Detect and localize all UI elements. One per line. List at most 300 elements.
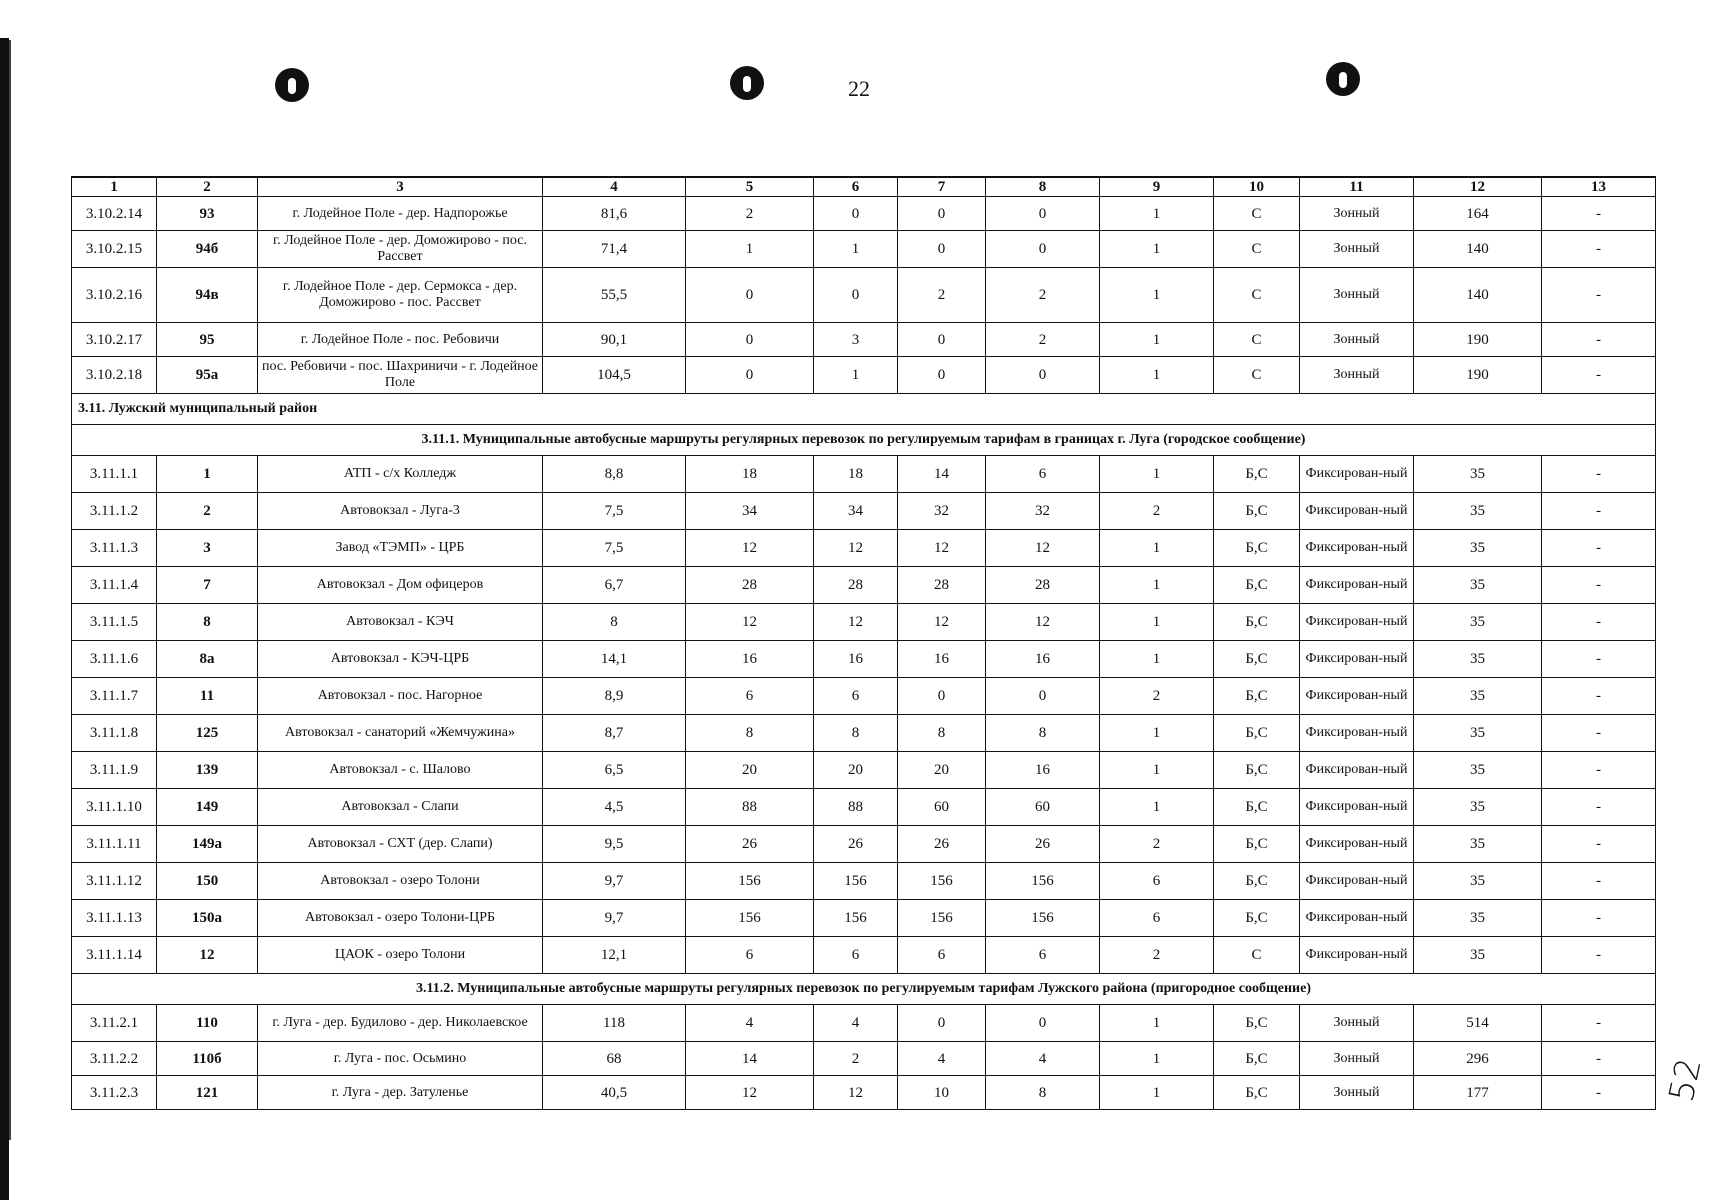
length-km-cell: 55,5: [543, 268, 686, 323]
col8-cell: 12: [986, 604, 1100, 641]
col6-cell: 0: [814, 268, 898, 323]
col13-cell: -: [1542, 1005, 1656, 1042]
table-row: [72, 197, 1656, 231]
routes-table: [71, 176, 1656, 1110]
route-number-cell: 95: [157, 323, 258, 357]
punch-hole-right: [1326, 62, 1360, 96]
scan-edge: [0, 38, 9, 1200]
length-km-cell: 40,5: [543, 1076, 686, 1110]
col5-cell: 0: [686, 268, 814, 323]
table-row: [72, 357, 1656, 394]
route-id-cell: 3.11.1.5: [72, 604, 157, 641]
route-name-cell: г. Лодейное Поле - пос. Ребовичи: [258, 323, 543, 357]
col13-cell: -: [1542, 197, 1656, 231]
vehicle-class-cell: С: [1214, 937, 1300, 974]
fare-cell: 140: [1414, 268, 1542, 323]
col5-cell: 14: [686, 1042, 814, 1076]
length-km-cell: 6,7: [543, 567, 686, 604]
vehicle-class-cell: Б,С: [1214, 678, 1300, 715]
vehicle-class-cell: Б,С: [1214, 641, 1300, 678]
col13-cell: -: [1542, 789, 1656, 826]
col5-cell: 12: [686, 604, 814, 641]
route-name-cell: Автовокзал - КЭЧ: [258, 604, 543, 641]
route-name-cell: Автовокзал - Луга-3: [258, 493, 543, 530]
col13-cell: -: [1542, 678, 1656, 715]
tariff-type-cell: Зонный: [1300, 197, 1414, 231]
col9-cell: 1: [1100, 357, 1214, 394]
length-km-cell: 104,5: [543, 357, 686, 394]
col5-cell: 0: [686, 357, 814, 394]
fare-cell: 190: [1414, 323, 1542, 357]
fare-cell: 35: [1414, 826, 1542, 863]
col6-cell: 26: [814, 826, 898, 863]
col7-cell: 28: [898, 567, 986, 604]
length-km-cell: 71,4: [543, 231, 686, 268]
section-heading-3-11-2-title: 3.11.2. Муниципальные автобусные маршруты регулярных перевозок по регулируемым тарифам Лужского района (пригородное сообщение): [72, 974, 1656, 1005]
table-row: [72, 678, 1656, 715]
column-header-5: 5: [686, 177, 814, 197]
tariff-type-cell: Фиксирован-ный: [1300, 456, 1414, 493]
col5-cell: 4: [686, 1005, 814, 1042]
table-row: [72, 231, 1656, 268]
fare-cell: 35: [1414, 715, 1542, 752]
route-id-cell: 3.10.2.18: [72, 357, 157, 394]
col5-cell: 6: [686, 937, 814, 974]
table-row: [72, 900, 1656, 937]
col13-cell: -: [1542, 357, 1656, 394]
col8-cell: 26: [986, 826, 1100, 863]
col8-cell: 156: [986, 863, 1100, 900]
table-row: [72, 826, 1656, 863]
length-km-cell: 8,9: [543, 678, 686, 715]
route-name-cell: Автовокзал - Слапи: [258, 789, 543, 826]
fare-cell: 35: [1414, 678, 1542, 715]
col8-cell: 16: [986, 641, 1100, 678]
col6-cell: 156: [814, 900, 898, 937]
vehicle-class-cell: С: [1214, 268, 1300, 323]
tariff-type-cell: Фиксирован-ный: [1300, 567, 1414, 604]
route-number-cell: 8а: [157, 641, 258, 678]
route-name-cell: г. Лодейное Поле - дер. Сермокса - дер. Доможирово - пос. Рассвет: [258, 268, 543, 323]
tariff-type-cell: Зонный: [1300, 1076, 1414, 1110]
fare-cell: 190: [1414, 357, 1542, 394]
col8-cell: 0: [986, 1005, 1100, 1042]
tariff-type-cell: Зонный: [1300, 323, 1414, 357]
tariff-type-cell: Фиксирован-ный: [1300, 900, 1414, 937]
route-name-cell: ЦАОК - озеро Толони: [258, 937, 543, 974]
header-row: [72, 177, 1656, 197]
route-name-cell: Автовокзал - озеро Толони-ЦРБ: [258, 900, 543, 937]
tariff-type-cell: Фиксирован-ный: [1300, 530, 1414, 567]
table-row: [72, 715, 1656, 752]
route-id-cell: 3.11.1.13: [72, 900, 157, 937]
tariff-type-cell: Фиксирован-ный: [1300, 641, 1414, 678]
route-number-cell: 3: [157, 530, 258, 567]
route-name-cell: Автовокзал - санаторий «Жемчужина»: [258, 715, 543, 752]
col8-cell: 6: [986, 937, 1100, 974]
col5-cell: 26: [686, 826, 814, 863]
col8-cell: 6: [986, 456, 1100, 493]
col13-cell: -: [1542, 231, 1656, 268]
route-name-cell: пос. Ребовичи - пос. Шахриничи - г. Лодейное Поле: [258, 357, 543, 394]
vehicle-class-cell: Б,С: [1214, 863, 1300, 900]
section-heading-3-11-title: 3.11. Лужский муниципальный район: [72, 394, 1656, 425]
col6-cell: 28: [814, 567, 898, 604]
col7-cell: 4: [898, 1042, 986, 1076]
col8-cell: 0: [986, 678, 1100, 715]
table-row: [72, 323, 1656, 357]
col6-cell: 156: [814, 863, 898, 900]
table-row: [72, 268, 1656, 323]
tariff-type-cell: Фиксирован-ный: [1300, 715, 1414, 752]
fare-cell: 35: [1414, 530, 1542, 567]
col9-cell: 1: [1100, 323, 1214, 357]
col8-cell: 4: [986, 1042, 1100, 1076]
col7-cell: 0: [898, 323, 986, 357]
route-id-cell: 3.11.1.11: [72, 826, 157, 863]
table-row: [72, 493, 1656, 530]
col9-cell: 1: [1100, 456, 1214, 493]
vehicle-class-cell: Б,С: [1214, 604, 1300, 641]
col7-cell: 12: [898, 530, 986, 567]
page-number: 22: [848, 76, 870, 101]
vehicle-class-cell: Б,С: [1214, 900, 1300, 937]
col9-cell: 1: [1100, 752, 1214, 789]
route-name-cell: Завод «ТЭМП» - ЦРБ: [258, 530, 543, 567]
route-id-cell: 3.11.1.4: [72, 567, 157, 604]
route-id-cell: 3.11.1.6: [72, 641, 157, 678]
column-header-4: 4: [543, 177, 686, 197]
fare-cell: 35: [1414, 752, 1542, 789]
table-row: [72, 641, 1656, 678]
column-header-10: 10: [1214, 177, 1300, 197]
length-km-cell: 8,7: [543, 715, 686, 752]
col6-cell: 34: [814, 493, 898, 530]
col13-cell: -: [1542, 456, 1656, 493]
column-header-8: 8: [986, 177, 1100, 197]
fare-cell: 140: [1414, 231, 1542, 268]
col13-cell: -: [1542, 752, 1656, 789]
tariff-type-cell: Фиксирован-ный: [1300, 604, 1414, 641]
route-id-cell: 3.11.1.8: [72, 715, 157, 752]
scan-edge-shadow: [9, 40, 11, 1140]
route-number-cell: 94б: [157, 231, 258, 268]
col6-cell: 3: [814, 323, 898, 357]
column-header-9: 9: [1100, 177, 1214, 197]
col5-cell: 16: [686, 641, 814, 678]
route-name-cell: АТП - с/х Колледж: [258, 456, 543, 493]
col6-cell: 88: [814, 789, 898, 826]
fare-cell: 177: [1414, 1076, 1542, 1110]
route-number-cell: 150: [157, 863, 258, 900]
col9-cell: 2: [1100, 678, 1214, 715]
col9-cell: 1: [1100, 567, 1214, 604]
route-id-cell: 3.11.1.12: [72, 863, 157, 900]
col7-cell: 0: [898, 231, 986, 268]
fare-cell: 164: [1414, 197, 1542, 231]
column-header-13: 13: [1542, 177, 1656, 197]
col5-cell: 28: [686, 567, 814, 604]
table-row: [72, 604, 1656, 641]
col7-cell: 0: [898, 1005, 986, 1042]
col8-cell: 8: [986, 1076, 1100, 1110]
col6-cell: 2: [814, 1042, 898, 1076]
route-number-cell: 12: [157, 937, 258, 974]
col8-cell: 32: [986, 493, 1100, 530]
tariff-type-cell: Зонный: [1300, 1005, 1414, 1042]
col9-cell: 1: [1100, 1042, 1214, 1076]
col8-cell: 16: [986, 752, 1100, 789]
route-id-cell: 3.10.2.15: [72, 231, 157, 268]
vehicle-class-cell: Б,С: [1214, 1042, 1300, 1076]
route-id-cell: 3.11.1.2: [72, 493, 157, 530]
col6-cell: 20: [814, 752, 898, 789]
table-row: [72, 530, 1656, 567]
col13-cell: -: [1542, 1076, 1656, 1110]
col13-cell: -: [1542, 323, 1656, 357]
tariff-type-cell: Зонный: [1300, 268, 1414, 323]
route-name-cell: г. Луга - пос. Осьмино: [258, 1042, 543, 1076]
col8-cell: 0: [986, 197, 1100, 231]
col13-cell: -: [1542, 715, 1656, 752]
col9-cell: 1: [1100, 641, 1214, 678]
col5-cell: 2: [686, 197, 814, 231]
col7-cell: 156: [898, 863, 986, 900]
vehicle-class-cell: Б,С: [1214, 493, 1300, 530]
col13-cell: -: [1542, 567, 1656, 604]
col7-cell: 2: [898, 268, 986, 323]
route-id-cell: 3.11.1.1: [72, 456, 157, 493]
vehicle-class-cell: Б,С: [1214, 752, 1300, 789]
column-header-1: 1: [72, 177, 157, 197]
col5-cell: 12: [686, 1076, 814, 1110]
section-heading-3-11-2: [72, 974, 1656, 1005]
tariff-type-cell: Фиксирован-ный: [1300, 789, 1414, 826]
col13-cell: -: [1542, 604, 1656, 641]
table-row: [72, 1042, 1656, 1076]
tariff-type-cell: Зонный: [1300, 1042, 1414, 1076]
col13-cell: -: [1542, 937, 1656, 974]
route-number-cell: 93: [157, 197, 258, 231]
route-number-cell: 110б: [157, 1042, 258, 1076]
col7-cell: 0: [898, 197, 986, 231]
col5-cell: 12: [686, 530, 814, 567]
fare-cell: 35: [1414, 900, 1542, 937]
table-row: [72, 1076, 1656, 1110]
vehicle-class-cell: С: [1214, 197, 1300, 231]
length-km-cell: 118: [543, 1005, 686, 1042]
table-row: [72, 937, 1656, 974]
column-header-12: 12: [1414, 177, 1542, 197]
col9-cell: 1: [1100, 1076, 1214, 1110]
column-header-3: 3: [258, 177, 543, 197]
fare-cell: 35: [1414, 493, 1542, 530]
col13-cell: -: [1542, 493, 1656, 530]
col9-cell: 1: [1100, 1005, 1214, 1042]
route-number-cell: 11: [157, 678, 258, 715]
route-number-cell: 95а: [157, 357, 258, 394]
section-heading-3-11: [72, 394, 1656, 425]
col6-cell: 0: [814, 197, 898, 231]
tariff-type-cell: Фиксирован-ный: [1300, 752, 1414, 789]
fare-cell: 514: [1414, 1005, 1542, 1042]
col7-cell: 12: [898, 604, 986, 641]
route-id-cell: 3.11.1.14: [72, 937, 157, 974]
col13-cell: -: [1542, 641, 1656, 678]
table-row: [72, 567, 1656, 604]
col7-cell: 10: [898, 1076, 986, 1110]
col5-cell: 156: [686, 863, 814, 900]
vehicle-class-cell: Б,С: [1214, 789, 1300, 826]
route-id-cell: 3.11.1.10: [72, 789, 157, 826]
vehicle-class-cell: Б,С: [1214, 567, 1300, 604]
length-km-cell: 4,5: [543, 789, 686, 826]
fare-cell: 35: [1414, 604, 1542, 641]
col7-cell: 8: [898, 715, 986, 752]
route-id-cell: 3.11.2.2: [72, 1042, 157, 1076]
route-number-cell: 7: [157, 567, 258, 604]
col8-cell: 8: [986, 715, 1100, 752]
col5-cell: 1: [686, 231, 814, 268]
section-heading-3-11-1-title: 3.11.1. Муниципальные автобусные маршруты регулярных перевозок по регулируемым тарифам в границах г. Луга (городское сообщение): [72, 425, 1656, 456]
route-number-cell: 139: [157, 752, 258, 789]
route-number-cell: 110: [157, 1005, 258, 1042]
route-id-cell: 3.11.1.9: [72, 752, 157, 789]
route-id-cell: 3.10.2.14: [72, 197, 157, 231]
col9-cell: 1: [1100, 268, 1214, 323]
fare-cell: 35: [1414, 456, 1542, 493]
col5-cell: 20: [686, 752, 814, 789]
col9-cell: 2: [1100, 493, 1214, 530]
col7-cell: 60: [898, 789, 986, 826]
length-km-cell: 6,5: [543, 752, 686, 789]
section-heading-3-11-1: [72, 425, 1656, 456]
col6-cell: 8: [814, 715, 898, 752]
length-km-cell: 68: [543, 1042, 686, 1076]
fare-cell: 35: [1414, 937, 1542, 974]
route-id-cell: 3.11.1.7: [72, 678, 157, 715]
col9-cell: 1: [1100, 231, 1214, 268]
tariff-type-cell: Зонный: [1300, 231, 1414, 268]
col7-cell: 0: [898, 678, 986, 715]
table-header: [72, 177, 1656, 197]
fare-cell: 35: [1414, 863, 1542, 900]
col7-cell: 20: [898, 752, 986, 789]
length-km-cell: 8: [543, 604, 686, 641]
table-row: [72, 863, 1656, 900]
col9-cell: 6: [1100, 863, 1214, 900]
col7-cell: 6: [898, 937, 986, 974]
fare-cell: 35: [1414, 641, 1542, 678]
col9-cell: 1: [1100, 604, 1214, 641]
fare-cell: 35: [1414, 567, 1542, 604]
column-header-2: 2: [157, 177, 258, 197]
punch-hole-left: [275, 68, 309, 102]
route-number-cell: 150а: [157, 900, 258, 937]
route-name-cell: Автовокзал - пос. Нагорное: [258, 678, 543, 715]
col7-cell: 32: [898, 493, 986, 530]
length-km-cell: 14,1: [543, 641, 686, 678]
col9-cell: 1: [1100, 715, 1214, 752]
route-name-cell: г. Лодейное Поле - дер. Надпорожье: [258, 197, 543, 231]
col9-cell: 1: [1100, 789, 1214, 826]
col7-cell: 14: [898, 456, 986, 493]
route-name-cell: Автовокзал - с. Шалово: [258, 752, 543, 789]
col8-cell: 28: [986, 567, 1100, 604]
col7-cell: 156: [898, 900, 986, 937]
route-id-cell: 3.11.2.1: [72, 1005, 157, 1042]
col9-cell: 2: [1100, 937, 1214, 974]
route-number-cell: 2: [157, 493, 258, 530]
col6-cell: 1: [814, 357, 898, 394]
route-number-cell: 149а: [157, 826, 258, 863]
tariff-type-cell: Фиксирован-ный: [1300, 678, 1414, 715]
length-km-cell: 90,1: [543, 323, 686, 357]
vehicle-class-cell: С: [1214, 357, 1300, 394]
col6-cell: 12: [814, 1076, 898, 1110]
length-km-cell: 7,5: [543, 493, 686, 530]
length-km-cell: 12,1: [543, 937, 686, 974]
fare-cell: 35: [1414, 789, 1542, 826]
col6-cell: 18: [814, 456, 898, 493]
col6-cell: 12: [814, 604, 898, 641]
tariff-type-cell: Фиксирован-ный: [1300, 826, 1414, 863]
col6-cell: 4: [814, 1005, 898, 1042]
col13-cell: -: [1542, 268, 1656, 323]
col7-cell: 26: [898, 826, 986, 863]
route-number-cell: 1: [157, 456, 258, 493]
table-row: [72, 752, 1656, 789]
route-name-cell: Автовокзал - КЭЧ-ЦРБ: [258, 641, 543, 678]
route-id-cell: 3.10.2.16: [72, 268, 157, 323]
route-number-cell: 125: [157, 715, 258, 752]
route-name-cell: г. Лодейное Поле - дер. Доможирово - пос. Рассвет: [258, 231, 543, 268]
col6-cell: 1: [814, 231, 898, 268]
length-km-cell: 9,5: [543, 826, 686, 863]
col7-cell: 0: [898, 357, 986, 394]
tariff-type-cell: Фиксирован-ный: [1300, 863, 1414, 900]
col9-cell: 6: [1100, 900, 1214, 937]
vehicle-class-cell: Б,С: [1214, 826, 1300, 863]
tariff-type-cell: Фиксирован-ный: [1300, 493, 1414, 530]
table-body: [72, 197, 1656, 1110]
col6-cell: 12: [814, 530, 898, 567]
route-id-cell: 3.11.1.3: [72, 530, 157, 567]
col5-cell: 0: [686, 323, 814, 357]
length-km-cell: 7,5: [543, 530, 686, 567]
col13-cell: -: [1542, 863, 1656, 900]
col8-cell: 2: [986, 323, 1100, 357]
col8-cell: 12: [986, 530, 1100, 567]
route-number-cell: 8: [157, 604, 258, 641]
col13-cell: -: [1542, 900, 1656, 937]
vehicle-class-cell: Б,С: [1214, 1005, 1300, 1042]
route-number-cell: 121: [157, 1076, 258, 1110]
col5-cell: 6: [686, 678, 814, 715]
col8-cell: 156: [986, 900, 1100, 937]
column-header-11: 11: [1300, 177, 1414, 197]
col8-cell: 60: [986, 789, 1100, 826]
route-name-cell: Автовокзал - Дом офицеров: [258, 567, 543, 604]
vehicle-class-cell: С: [1214, 231, 1300, 268]
vehicle-class-cell: Б,С: [1214, 715, 1300, 752]
col13-cell: -: [1542, 826, 1656, 863]
vehicle-class-cell: Б,С: [1214, 1076, 1300, 1110]
route-number-cell: 149: [157, 789, 258, 826]
route-number-cell: 94в: [157, 268, 258, 323]
col5-cell: 88: [686, 789, 814, 826]
tariff-type-cell: Фиксирован-ный: [1300, 937, 1414, 974]
